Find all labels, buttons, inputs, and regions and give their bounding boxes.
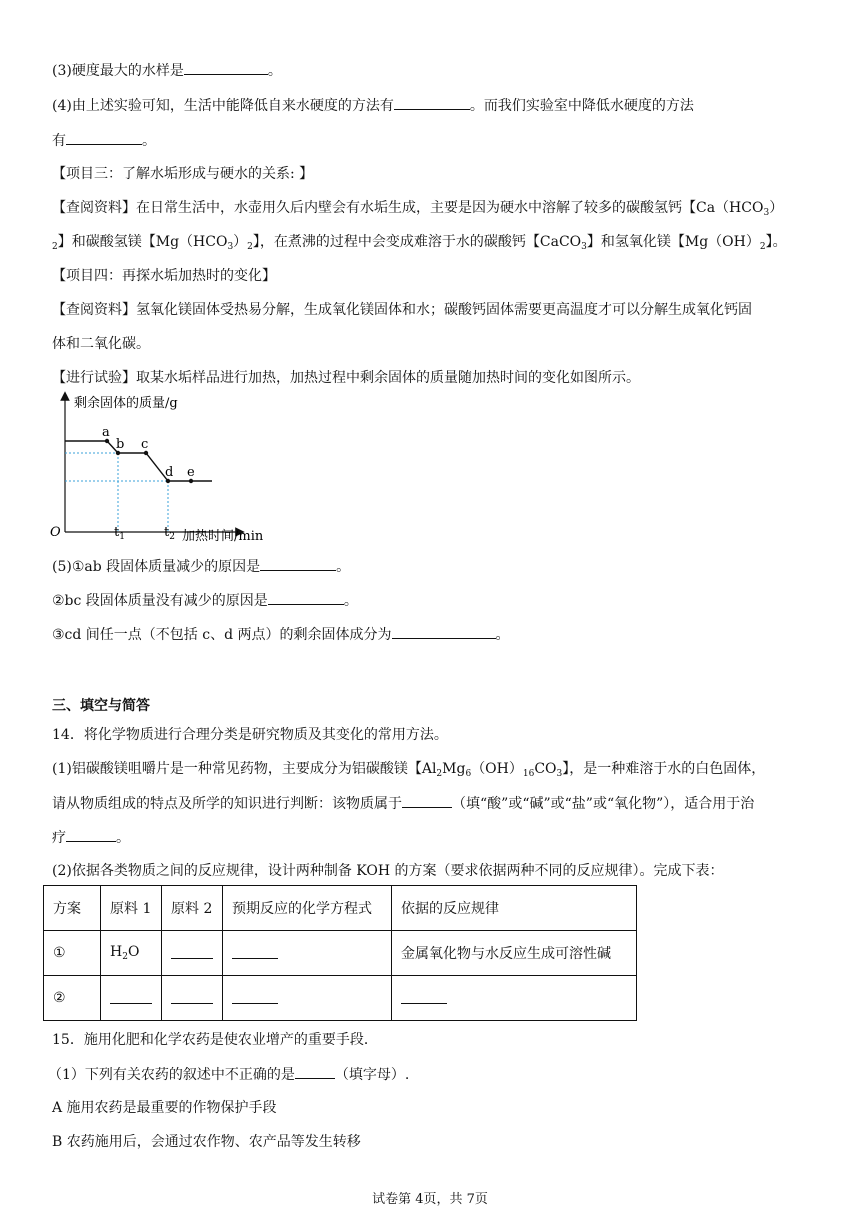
q3-line: (3)硬度最大的水样是 。 [52,60,282,81]
reference-line-2: $_2$】和碳酸氢镁【$Mg(HCO_3)_2$】，在煮沸的过程中会变成难溶于水的碳酸钙【CaCO$_3$】和氢氧化镁【$Mg(OH)_2$】。 [52,234,787,252]
experiment-line: 【进行试验】取某水垢样品进行加热，加热过程中剩余固体的质量随加热时间的变化如图所示。 [52,370,640,386]
answer-blank[interactable] [232,944,278,959]
plan-number: ① [44,931,101,976]
q5-line-2: ②bc 段固体质量没有减少的原因是 。 [52,590,358,611]
answer-blank[interactable] [66,827,116,842]
table-header-row [44,886,637,931]
label-a: a [102,425,110,440]
answer-blank[interactable] [392,624,496,639]
table-row [44,931,637,976]
answer-blank[interactable] [184,60,268,75]
q4-line: (4)由上述实验可知，生活中能降低自来水硬度的方法有 。而我们实验室中降低水硬度的方法 [52,95,694,116]
q14-part1-line2: 请从物质组成的特点及所学的知识进行判断：该物质属于 （填“酸”或“碱”或“盐”或“氧化物”），适合用于治 [52,793,754,814]
q15-stem: 15．施用化肥和化学农药是使农业增产的重要手段． [52,1032,378,1048]
answer-blank[interactable] [260,556,336,571]
label-b: b [116,437,125,452]
reference-line-1: 【查阅资料】在日常生活中，水壶用久后内壁会有水垢生成，主要是因为硬水中溶解了较多的碳酸氢钙【$Ca(HCO_3)$ [52,200,784,218]
q14-stem: 14．将化学物质进行合理分类是研究物质及其变化的常用方法。 [52,727,448,743]
reference-line-3: 【查阅资料】氢氧化镁固体受热易分解，生成氧化镁固体和水；碳酸钙固体需要更高温度才可以分解生成氧化钙固 [52,302,752,318]
q14-part1-line1: (1)铝碳酸镁咀嚼片是一种常见药物，主要成分为铝碳酸镁【$Al_2Mg_6(OH)_{16}CO_3$】，是一种难溶于水的白色固体， [52,761,766,779]
q14-part1-line3: 疗 。 [52,827,130,848]
label-c: c [141,437,149,452]
answer-blank[interactable] [295,1064,335,1079]
project-4-heading: 【项目四：再探水垢加热时的变化】 [52,268,276,284]
answer-blank[interactable] [171,989,213,1004]
equation [223,976,392,1021]
q14-part2: (2)依据各类物质之间的反应规律，设计两种制备 KOH 的方案（要求依据两种不同的反应规律）。完成下表： [52,863,724,879]
equation [223,931,392,976]
header-cell: 方案 [44,886,101,931]
x-axis-label: 加热时间/min [182,529,264,544]
header-cell: 预期反应的化学方程式 [223,886,392,931]
reference-line-4: 体和二氧化碳。 [52,336,150,352]
koh-plan-table [43,885,637,1021]
label-e: e [187,465,195,480]
y-axis-label: 剩余固体的质量/g [74,396,178,411]
section-heading: 三、填空与简答 [52,698,150,714]
answer-blank[interactable] [110,989,152,1004]
material-2 [162,931,223,976]
reaction-rule: 金属氧化物与水反应生成可溶性碱 [392,931,637,976]
header-cell: 原料 2 [162,886,223,931]
q5-line-1: (5)①ab 段固体质量减少的原因是 。 [52,556,350,577]
page-footer: 试卷第 4页，共 7页 [372,1192,488,1207]
answer-blank[interactable] [401,989,447,1004]
header-cell: 依据的反应规律 [392,886,637,931]
answer-blank[interactable] [268,590,344,605]
mass-vs-time-graph [48,390,288,550]
origin-label: O [50,525,61,540]
project-3-heading: 【项目三：了解水垢形成与硬水的关系: 】 [52,166,314,182]
reaction-rule [392,976,637,1021]
q15-part1: （1）下列有关农药的叙述中不正确的是 （填字母）. [48,1064,409,1085]
tick-t1: $t_1$ [114,525,125,542]
option-b: B 农药施用后，会通过农作物、农产品等发生转移 [52,1134,361,1150]
answer-blank[interactable] [394,95,470,110]
q5-line-3: ③cd 间任一点（不包括 c、d 两点）的剩余固体成分为 。 [52,624,510,645]
plan-number: ② [44,976,101,1021]
material-2 [162,976,223,1021]
option-a: A 施用农药是最重要的作物保护手段 [52,1100,277,1116]
header-cell: 原料 1 [101,886,162,931]
answer-blank[interactable] [232,989,278,1004]
answer-blank[interactable] [402,793,452,808]
material-1: $H_2O$ [101,931,162,976]
tick-t2: $t_2$ [164,525,175,542]
label-d: d [165,465,174,480]
answer-blank[interactable] [66,130,142,145]
material-1 [101,976,162,1021]
answer-blank[interactable] [171,944,213,959]
table-row [44,976,637,1021]
q4-line-2: 有 。 [52,130,156,151]
